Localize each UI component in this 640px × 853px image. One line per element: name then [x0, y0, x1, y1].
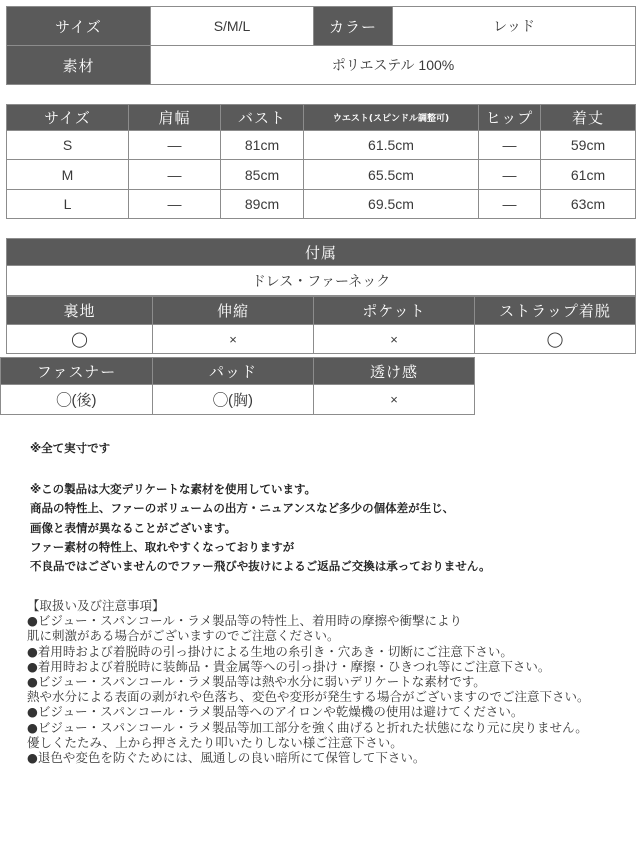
- accessories-label: 付属: [7, 239, 636, 266]
- strap-removable-value: ◯: [475, 325, 636, 354]
- pad-label: パッド: [153, 358, 314, 385]
- header-shoulder: 肩幅: [129, 105, 221, 131]
- care-line: ●退色や変色を防ぐためには、風通しの良い暗所にて保管して下さい。: [27, 749, 426, 765]
- lining-label: 裏地: [7, 297, 153, 325]
- material-value: ポリエステル 100%: [151, 46, 636, 85]
- care-line: ●着用時および着脱時に装飾品・貴金属等への引っ掛け・摩擦・ひきつれ等にご注意下さい。: [27, 658, 551, 674]
- cell-size: S: [7, 131, 129, 160]
- pad-value: ◯(胸): [153, 385, 314, 415]
- header-hip: ヒップ: [479, 105, 541, 131]
- stretch-value: ×: [153, 325, 314, 354]
- lining-value: ◯: [7, 325, 153, 354]
- header-bust: バスト: [221, 105, 304, 131]
- cell-shoulder: —: [129, 190, 221, 219]
- strap-removable-label: ストラップ着脱: [475, 297, 636, 325]
- care-line: ●着用時および着脱時の引っ掛けによる生地の糸引き・穴あき・切断にご注意下さい。: [27, 643, 513, 659]
- fastener-label: ファスナー: [1, 358, 153, 385]
- cell-size: M: [7, 160, 129, 190]
- note-line: ※全て実寸です: [30, 441, 111, 455]
- cell-bust: 89cm: [221, 190, 304, 219]
- fastener-value: ◯(後): [1, 385, 153, 415]
- note-line: ファー素材の特性上、取れやすくなっておりますが: [30, 539, 295, 554]
- cell-bust: 81cm: [221, 131, 304, 160]
- header-waist: ウエスト(スピンドル調整可): [304, 105, 479, 131]
- note-line: ※この製品は大変デリケートな素材を使用しています。: [30, 482, 317, 496]
- size-chart-table: [6, 104, 636, 219]
- size-chart-header-row: [7, 105, 636, 131]
- cell-shoulder: —: [129, 131, 221, 160]
- cell-hip: —: [479, 131, 541, 160]
- color-value: レッド: [393, 7, 636, 46]
- sheerness-value: ×: [314, 385, 475, 415]
- care-line: 肌に刺激がある場合がございますのでご注意ください。: [27, 628, 340, 644]
- header-size: サイズ: [7, 105, 129, 131]
- care-line: ●ビジュー・スパンコール・ラメ製品等加工部分を強く曲げると折れた状態になり元に戻りません。: [27, 719, 588, 735]
- care-line: 優しくたたみ、上から押さえたり叩いたりしない様ご注意下さい。: [27, 734, 403, 750]
- color-label: カラー: [314, 7, 393, 46]
- cell-waist: 61.5cm: [304, 131, 479, 160]
- cell-shoulder: —: [129, 160, 221, 190]
- size-label: サイズ: [7, 7, 151, 46]
- product-notes: [30, 480, 490, 576]
- care-line: ●ビジュー・スパンコール・ラメ製品等へのアイロンや乾燥機の使用は避けてください。: [27, 704, 524, 720]
- care-instructions: [27, 598, 590, 765]
- cell-hip: —: [479, 190, 541, 219]
- cell-hip: —: [479, 160, 541, 190]
- care-line: ●ビジュー・スパンコール・ラメ製品等の特性上、着用時の摩擦や衝撃により: [27, 613, 463, 629]
- care-line: 熱や水分による表面の剥がれや色落ち、変色や変形が発生する場合がございますのでご注意下さい。: [27, 689, 590, 705]
- size-chart-row: [7, 160, 636, 190]
- note-line: 画像と表情が異なることがございます。: [30, 520, 237, 535]
- note-line: 不良品ではございませんのでファー飛びや抜けによるご返品ご交換は承っておりません。: [30, 559, 491, 574]
- care-line: ●ビジュー・スパンコール・ラメ製品等は熱や水分に弱いデリケートな素材です。: [27, 673, 486, 689]
- cell-length: 59cm: [541, 131, 636, 160]
- cell-length: 63cm: [541, 190, 636, 219]
- material-label: 素材: [7, 46, 151, 85]
- sheerness-label: 透け感: [314, 358, 475, 385]
- accessories-table: [6, 238, 636, 296]
- cell-waist: 69.5cm: [304, 190, 479, 219]
- header-length: 着丈: [541, 105, 636, 131]
- size-chart-row: [7, 190, 636, 219]
- cell-waist: 65.5cm: [304, 160, 479, 190]
- features-table-1: [6, 296, 636, 354]
- cell-bust: 85cm: [221, 160, 304, 190]
- size-value: S/M/L: [151, 7, 314, 46]
- cell-size: L: [7, 190, 129, 219]
- measurement-note: [30, 439, 110, 458]
- pocket-label: ポケット: [314, 297, 475, 325]
- size-chart-row: [7, 131, 636, 160]
- note-line: 商品の特性上、ファーのボリュームの出方・ニュアンスなど多少の個体差が生じ、: [30, 501, 455, 516]
- stretch-label: 伸縮: [153, 297, 314, 325]
- pocket-value: ×: [314, 325, 475, 354]
- care-title: 【取扱い及び注意事項】: [27, 598, 165, 613]
- features-table-2: [0, 357, 475, 415]
- accessories-value: ドレス・ファーネック: [7, 266, 636, 296]
- cell-length: 61cm: [541, 160, 636, 190]
- spec-table: [6, 6, 636, 85]
